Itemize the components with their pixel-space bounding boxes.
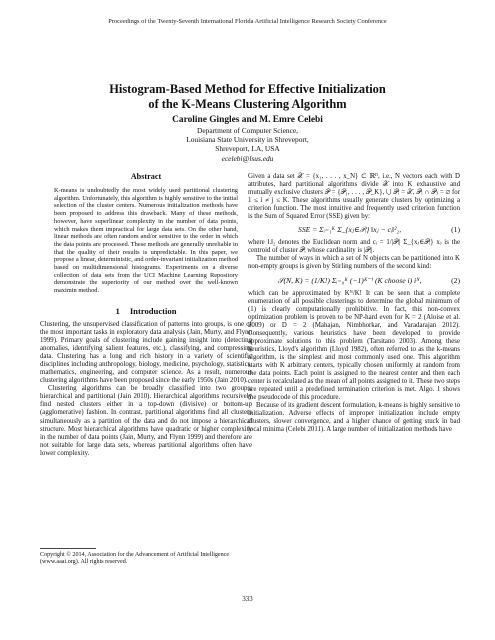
equation-1 — [248, 226, 460, 234]
intro-paragraph-2: Clustering algorithms can be broadly classified into two groups: hierarchical and partitional (Jain 2010). Hierarchical algorithms recursively find nested clusters either in a top-down (divisive) or bottom-up (agglomerative) fashion. In contrast, partitional algorithms find all clusters simultaneously as a partition of the data and do not impose a hierarchical structure. Most hierarchical algorithms have quadratic or higher complexity in the number of data points (Jain, Murty, and Flynn 1999) and therefore are not suitable for large data sets, whereas partitional algorithms often have lower complexity. — [40, 385, 252, 457]
title-line-1: Histogram-Based Method for Effective Initialization — [109, 82, 386, 96]
section-number: 1 — [115, 305, 120, 316]
copyright-footnote — [40, 548, 252, 566]
equation-2-body: 𝒮(N, K) = (1/K!) Σᵢ₌₀ᴷ (−1)ᴷ⁻ⁱ (K choose i) iᴺ, — [277, 275, 422, 285]
author-email: ecelebi@lsus.edu — [221, 153, 274, 163]
equation-1-number: (1) — [451, 225, 460, 235]
paragraph-definitions: Given a data set 𝒳 = {x₁, . . . , x_N} ⊂ ℝᴰ, i.e., N vectors each with D attributes, hard partitional algorithms divide 𝒳 into K exhaustive and mutually exclusive clusters 𝒫 = {𝒫₁, . . . , 𝒫_K}, ⋃ 𝒫ᵢ = 𝒳, 𝒫ᵢ ∩ 𝒫ⱼ = ∅ for 1 ≤ i ≠ j ≤ K. These algorithms usually generate clusters by optimizing a criterion function. The most intuitive and frequently used criterion function is the Sum of Squared Error (SSE) given by: — [248, 173, 460, 221]
left-column — [40, 173, 252, 458]
equation-2 — [248, 277, 460, 285]
paragraph-stirling: The number of ways in which a set of N objects can be partitioned into K non-empty groups is given by Stirling numbers of the second kind: — [248, 255, 460, 271]
paragraph-initialization: Because of its gradient descent formulation, k-means is highly sensitive to initialization. Adverse effects of improper initialization include empty clusters, slower convergence, and a higher chance of getting stuck in bad local minima (Celebi 2011). A large number of initialization methods have — [248, 402, 460, 434]
equation-2-number: (2) — [451, 275, 460, 285]
copyright-text: Copyright © 2014, Association for the Advancement of Artificial Intelligence (www.aaai.org). All rights reserved. — [40, 552, 230, 566]
affiliation — [0, 126, 495, 163]
footnote-rule — [40, 548, 96, 549]
abstract-heading: Abstract — [130, 172, 162, 181]
affiliation-city: Shreveport, LA, USA — [215, 144, 280, 154]
abstract-text: K-means is undoubtedly the most widely used partitional clustering algorithm. Unfortunately, this algorithm is highly sensitive to the initial selection of the cluster centers. Numerous initialization methods have been proposed to address this drawback. Many of these methods, however, have superlinear complexity in the number of data points, which makes them impractical for large data sets. On the other hand, linear methods are often random and/or sensitive to the order in which the data points are processed. These methods are generally unreliable in that the quality of their results is unpredictable. In this paper, we propose a linear, deterministic, and order-invariant initialization method based on multidimensional histograms. Experiments on a diverse collection of data sets from the UCI Machine Learning Repository demonstrate the superiority of our method over the well-known maximin method. — [54, 187, 238, 295]
paragraph-centroid: where ‖.‖₂ denotes the Euclidean norm and cᵢ = 1/|𝒫ᵢ| Σ_{xⱼ∈𝒫ᵢ} xⱼ is the centroid of cluster 𝒫ᵢ whose cardinality is |𝒫ᵢ|. — [248, 239, 460, 255]
paper-title — [60, 82, 435, 112]
equation-1-body: SSE = Σᵢ₌₁ᴷ Σ_{xⱼ∈𝒫ᵢ} ‖xⱼ − cᵢ‖²₂, — [298, 225, 402, 235]
authors: Caroline Gingles and M. Emre Celebi — [172, 115, 323, 125]
title-line-2: of the K-Means Clustering Algorithm — [148, 97, 347, 112]
affiliation-univ: Louisiana State University in Shreveport, — [186, 135, 309, 145]
paragraph-lloyd: which can be approximated by Kᴺ/K! It can be seen that a complete enumeration of all possible clusterings to determine the global minimum of (1) is clearly computationally prohibitive. In fact, this non-convex optimization problem is proven to be NP-hard even for K = 2 (Aloise et al. 2009) or D = 2 (Mahajan, Nimbhorkar, and Varadarajan 2012). Consequently, various heuristics have been developed to provide approximate solutions to this problem (Tarsitano 2003). Among these heuristics, Lloyd's algorithm (Lloyd 1982), often referred to as the k-means algorithm, is the simplest and most commonly used one. This algorithm starts with K arbitrary centers, typically chosen uniformly at random from the data points. Each point is assigned to the nearest center and then each center is recalculated as the mean of all points assigned to it. These two steps are repeated until a predefined termination criterion is met. Algo. 1 shows the pseudocode of this procedure. — [248, 289, 460, 402]
section-heading-introduction — [40, 307, 252, 315]
right-column — [248, 173, 460, 434]
intro-paragraph-1: Clustering, the unsupervised classification of patterns into groups, is one of the most important tasks in exploratory data analysis (Jain, Murty, and Flynn 1999). Primary goals of clustering include gaining insight into (detecting anomalies, identifying salient features, etc.), classifying, and compressing data. Clustering has a long and rich history in a variety of scientific disciplines including anthropology, biology, medicine, psychology, statistics, mathematics, engineering, and computer science. As a result, numerous clustering algorithms have been proposed since the early 1950s (Jain 2010). — [40, 320, 252, 385]
page-number: 333 — [242, 596, 253, 603]
proceedings-header: Proceedings of the Twenty-Seventh International Florida Artificial Intelligence Research Society Conference — [108, 18, 387, 25]
affiliation-dept: Department of Computer Science, — [197, 126, 298, 135]
section-title: Introduction — [129, 305, 177, 316]
